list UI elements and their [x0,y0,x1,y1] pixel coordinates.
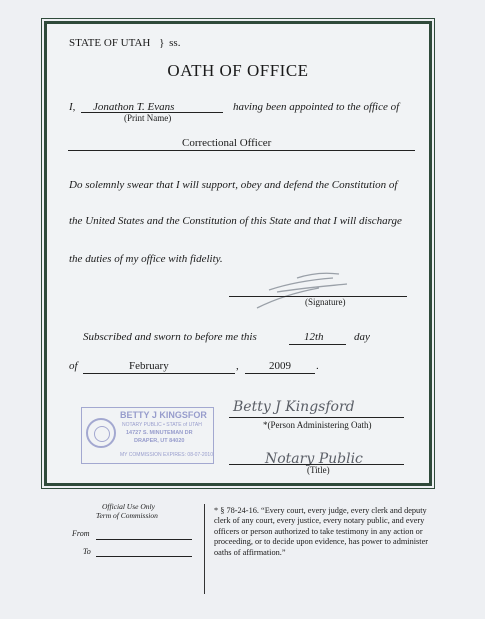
appointee-name: Jonathon T. Evans [93,101,175,113]
ss-label: ss. [169,37,181,49]
statute-note: * § 78-24-16. “Every court, every judge, every clerk and deputy clerk of any court, every justice, every notary public, and every officers or person authorized to take testimony in any action or proceeding, or to decide upon evidence, has power to administer oaths of affirmation.” [214,506,429,557]
office-underline [68,150,415,151]
administering-underline [229,417,404,418]
to-field[interactable] [96,556,192,557]
notary-line-2: 14727 S. MINUTEMAN DR [126,430,193,436]
footer-divider [204,504,205,594]
notary-line-4: MY COMMISSION EXPIRES: 08-07-2010 [120,452,213,458]
state-seal-icon [86,418,116,448]
venue-header [69,37,180,49]
footer-section [44,494,442,612]
brace-glyph: } [159,37,165,49]
official-use-heading: Official Use Only [102,502,155,511]
notary-line-1: NOTARY PUBLIC • STATE of UTAH [122,422,202,428]
day-label: day [354,331,370,343]
administering-signature: Betty J Kingsford [233,399,355,415]
title-signature: Notary Public [265,451,363,467]
of-label: of [69,360,78,372]
signature-caption: (Signature) [305,297,346,307]
title-caption: (Title) [307,465,330,475]
from-field[interactable] [96,539,192,540]
oath-line-1: Do solemnly swear that I will support, obey and defend the Constitution of [69,179,398,191]
document-title: OATH OF OFFICE [167,61,309,80]
sworn-text: Subscribed and sworn to before me this [83,331,257,343]
print-name-caption: (Print Name) [124,113,172,123]
oath-line-2: the United States and the Constitution of this State and that I will discharge [69,215,402,227]
state-label: STATE OF UTAH [69,37,151,49]
prefix-label: I, [69,101,76,113]
oath-line-3: the duties of my office with fidelity. [69,253,223,265]
oath-form-frame [44,21,432,486]
sworn-day: 12th [304,331,324,343]
to-label: To [83,547,91,556]
sworn-month: February [129,360,169,372]
month-underline [83,373,235,374]
administering-caption: *(Person Administering Oath) [263,420,372,430]
appointed-text: having been appointed to the office of [233,101,400,113]
notary-line-3: DRAPER, UT 84020 [134,438,185,444]
notary-name: BETTY J KINGSFOR [120,410,207,420]
year-underline [245,373,315,374]
term-subheading: Term of Commission [96,511,158,520]
period-glyph: . [316,360,319,372]
notary-stamp [81,407,214,464]
from-label: From [72,529,90,538]
day-underline [289,344,346,345]
office-title: Correctional Officer [182,137,272,149]
comma-glyph: , [236,360,239,372]
sworn-year: 2009 [269,360,291,372]
